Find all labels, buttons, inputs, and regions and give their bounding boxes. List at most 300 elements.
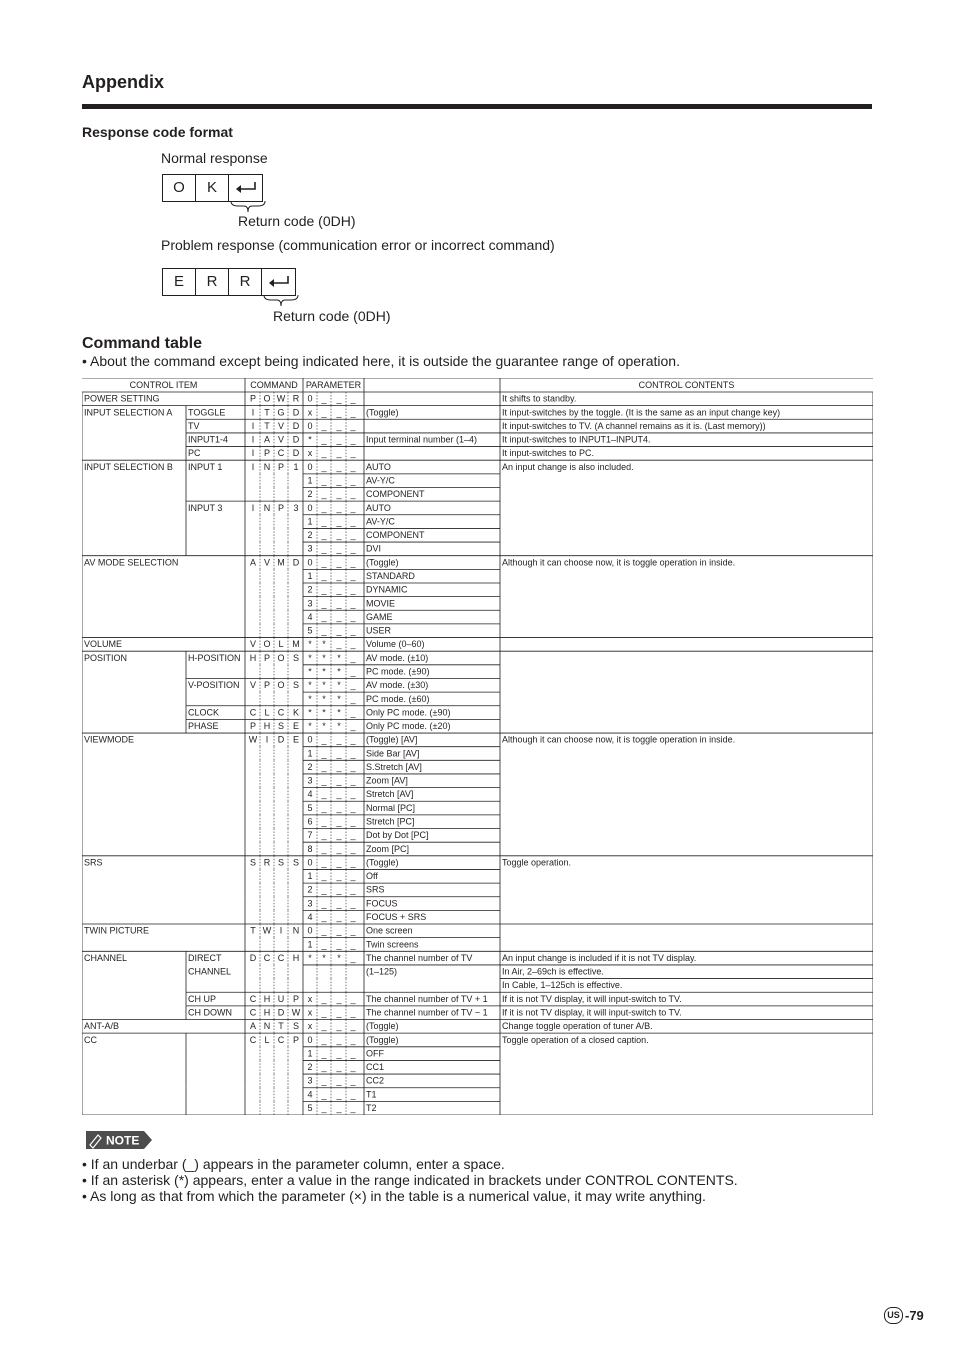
parameter-char: _ <box>350 625 356 636</box>
command-char: C <box>277 707 285 718</box>
parameter-char: _ <box>350 1021 356 1032</box>
parameter-char: 0 <box>307 461 313 472</box>
parameter-char: _ <box>321 857 327 868</box>
parameter-char: _ <box>321 898 327 909</box>
parameter-char: _ <box>321 448 327 459</box>
parameter-char: _ <box>321 1089 327 1100</box>
parameter-char: _ <box>350 761 356 772</box>
parameter-char: _ <box>350 407 356 418</box>
command-char: C <box>249 993 257 1004</box>
note-item: • If an underbar (_) appears in the parameter column, enter a space. <box>82 1156 505 1172</box>
command-char: V <box>263 557 271 568</box>
parameter-char: 1 <box>307 475 313 486</box>
command-char: H <box>263 1007 271 1018</box>
control-contents-cell: If it is not TV display, it will input-switch to TV. <box>502 993 682 1004</box>
parameter-char: 0 <box>307 557 313 568</box>
parameter-char: 2 <box>307 1062 313 1073</box>
command-char: N <box>263 461 271 472</box>
command-char: I <box>251 434 255 445</box>
parameter-char: 3 <box>307 898 313 909</box>
parameter-char: _ <box>321 420 327 431</box>
parameter-char: _ <box>350 1007 356 1018</box>
parameter-char: _ <box>336 448 342 459</box>
parameter-char: 3 <box>307 598 313 609</box>
parameter-char: 0 <box>307 502 313 513</box>
parameter-description-cell: AV mode. (±10) <box>366 652 429 663</box>
command-char: N <box>292 925 300 936</box>
parameter-char: _ <box>350 912 356 923</box>
command-char: D <box>292 557 300 568</box>
brace-icon <box>261 294 301 308</box>
parameter-char: * <box>322 680 326 691</box>
command-char: C <box>277 952 285 963</box>
parameter-description-cell: CC2 <box>366 1075 385 1086</box>
parameter-char: _ <box>350 1089 356 1100</box>
command-char: P <box>249 393 257 404</box>
parameter-char: 1 <box>307 748 313 759</box>
parameter-char: _ <box>336 1034 342 1045</box>
command-char: I <box>251 502 255 513</box>
command-char: T <box>278 1021 284 1032</box>
command-char: A <box>249 1021 257 1032</box>
command-char: M <box>277 557 285 568</box>
parameter-char: * <box>337 721 341 732</box>
parameter-char: * <box>308 721 312 732</box>
control-item-cell: CC <box>84 1034 97 1045</box>
parameter-char: 1 <box>307 871 313 882</box>
command-char: D <box>249 952 257 963</box>
parameter-char: _ <box>350 925 356 936</box>
parameter-description-cell: Volume (0–60) <box>366 639 425 650</box>
page-title: Appendix <box>82 72 165 92</box>
command-char: L <box>278 639 284 650</box>
parameter-char: _ <box>336 516 342 527</box>
parameter-char: _ <box>336 898 342 909</box>
parameter-char: _ <box>336 802 342 813</box>
control-contents-cell: Although it can choose now, it is toggle operation in inside. <box>502 557 736 568</box>
parameter-char: _ <box>350 1034 356 1045</box>
parameter-char: * <box>308 639 312 650</box>
command-char: W <box>248 734 258 745</box>
parameter-char: _ <box>336 639 342 650</box>
parameter-char: _ <box>321 543 327 554</box>
parameter-char: 0 <box>307 734 313 745</box>
parameter-char: _ <box>336 557 342 568</box>
control-contents-cell: Although it can choose now, it is toggle operation in inside. <box>502 734 736 745</box>
parameter-description-cell: Stretch [AV] <box>366 789 414 800</box>
control-contents-cell: It shifts to standby. <box>502 393 577 404</box>
parameter-char: _ <box>350 884 356 895</box>
parameter-char: * <box>308 952 312 963</box>
note-item: • As long as that from which the parameter (×) in the table is a numerical value, it may write anything. <box>82 1188 706 1204</box>
command-table-note: • About the command except being indicated here, it is outside the guarantee range of operation. <box>82 353 680 369</box>
parameter-char: 4 <box>307 789 313 800</box>
parameter-char: * <box>337 693 341 704</box>
command-char: W <box>262 925 272 936</box>
header-control-contents: CONTROL CONTENTS <box>638 380 735 390</box>
parameter-char: _ <box>336 1062 342 1073</box>
command-char: S <box>292 1021 300 1032</box>
parameter-char: _ <box>350 939 356 950</box>
command-char: I <box>265 734 269 745</box>
parameter-char: _ <box>350 993 356 1004</box>
command-char: N <box>263 502 271 513</box>
command-char: D <box>277 734 285 745</box>
parameter-char: _ <box>336 1048 342 1059</box>
parameter-char: _ <box>336 420 342 431</box>
command-char: W <box>276 393 286 404</box>
control-item-cell: POWER SETTING <box>84 393 160 404</box>
parameter-char: * <box>308 707 312 718</box>
parameter-char: _ <box>350 434 356 445</box>
command-char: M <box>292 639 300 650</box>
control-sub-item-cell: PC <box>188 448 201 459</box>
command-char: P <box>263 448 271 459</box>
parameter-char: _ <box>321 584 327 595</box>
parameter-char: _ <box>350 557 356 568</box>
parameter-char: _ <box>350 598 356 609</box>
parameter-description-cell: Only PC mode. (±20) <box>366 721 451 732</box>
note-item: • If an asterisk (*) appears, enter a value in the range indicated in brackets under CONTROL CONTENTS. <box>82 1172 738 1188</box>
parameter-char: _ <box>321 830 327 841</box>
command-char: L <box>264 1034 270 1045</box>
command-char: N <box>263 1021 271 1032</box>
command-char: R <box>292 393 300 404</box>
parameter-char: 1 <box>307 570 313 581</box>
parameter-char: 2 <box>307 530 313 541</box>
parameter-description-cell: S.Stretch [AV] <box>366 761 422 772</box>
parameter-description-cell: USER <box>366 625 392 636</box>
parameter-description-cell: Normal [PC] <box>366 802 416 813</box>
parameter-char: 2 <box>307 761 313 772</box>
control-sub-item-cell: TV <box>188 420 200 431</box>
control-sub-item-cell: INPUT 1 <box>188 461 223 472</box>
command-char: I <box>279 925 283 936</box>
parameter-char: 5 <box>307 802 313 813</box>
parameter-char: _ <box>336 434 342 445</box>
note-badge-label: NOTE <box>106 1133 140 1148</box>
parameter-char: _ <box>321 611 327 622</box>
parameter-description-cell: AV-Y/C <box>366 516 395 527</box>
parameter-char: _ <box>321 925 327 936</box>
parameter-char: 1 <box>307 939 313 950</box>
parameter-description-cell: DVI <box>366 543 382 554</box>
parameter-char: _ <box>350 1075 356 1086</box>
parameter-char: x <box>307 993 313 1004</box>
parameter-char: _ <box>321 1021 327 1032</box>
control-contents-cell: It input-switches to INPUT1–INPUT4. <box>502 434 651 445</box>
command-char: T <box>264 420 270 431</box>
parameter-char: _ <box>350 802 356 813</box>
parameter-description-cell: DYNAMIC <box>366 584 408 595</box>
parameter-description-cell: AUTO <box>366 461 391 472</box>
control-item-cell: ANT-A/B <box>84 1021 120 1032</box>
parameter-char: _ <box>350 489 356 500</box>
parameter-char: _ <box>336 543 342 554</box>
parameter-char: _ <box>350 707 356 718</box>
command-char: I <box>251 448 255 459</box>
parameter-char: _ <box>321 775 327 786</box>
parameter-char: 0 <box>307 925 313 936</box>
command-char: P <box>292 1034 300 1045</box>
parameter-char: 1 <box>307 516 313 527</box>
parameter-description-cell: (Toggle) <box>366 1021 399 1032</box>
parameter-char: _ <box>350 871 356 882</box>
control-sub-item-cell: CLOCK <box>188 707 220 718</box>
parameter-char: _ <box>321 1034 327 1045</box>
command-char: E <box>292 734 300 745</box>
command-char: O <box>277 652 285 663</box>
control-sub-item-cell: PHASE <box>188 721 219 732</box>
control-sub-item-cell: INPUT1-4 <box>188 434 229 445</box>
parameter-char: _ <box>350 680 356 691</box>
control-sub-item-cell: V-POSITION <box>188 680 240 691</box>
parameter-char: * <box>337 707 341 718</box>
parameter-char: _ <box>336 789 342 800</box>
parameter-description-cell: (Toggle) <box>366 557 399 568</box>
parameter-char: 6 <box>307 816 313 827</box>
control-contents-cell: An input change is also included. <box>502 461 634 472</box>
control-item-cell: SRS <box>84 857 103 868</box>
parameter-char: * <box>308 693 312 704</box>
control-sub-item-cell: H-POSITION <box>188 652 241 663</box>
parameter-char: 8 <box>307 843 313 854</box>
parameter-char: _ <box>350 420 356 431</box>
parameter-char: _ <box>350 393 356 404</box>
parameter-description-cell: Dot by Dot [PC] <box>366 830 429 841</box>
parameter-char: * <box>337 952 341 963</box>
parameter-char: 2 <box>307 884 313 895</box>
parameter-description-cell: (Toggle) <box>366 407 399 418</box>
command-char: S <box>292 652 300 663</box>
parameter-char: * <box>322 652 326 663</box>
command-char: A <box>249 557 257 568</box>
control-item-cell: VIEWMODE <box>84 734 135 745</box>
control-contents-cell: It input-switches to PC. <box>502 448 595 459</box>
parameter-char: _ <box>336 611 342 622</box>
command-char: U <box>277 993 285 1004</box>
char-cell: R <box>229 269 262 295</box>
parameter-char: _ <box>336 625 342 636</box>
parameter-char: _ <box>321 475 327 486</box>
parameter-char: _ <box>350 666 356 677</box>
parameter-description-cell: The channel number of TV <box>366 952 473 963</box>
parameter-char: _ <box>336 598 342 609</box>
parameter-char: _ <box>321 1007 327 1018</box>
parameter-description-cell: Twin screens <box>366 939 419 950</box>
header-command: COMMAND <box>250 380 298 390</box>
title-rule <box>82 104 872 109</box>
parameter-description-cell: (1–125) <box>366 966 398 977</box>
parameter-char: _ <box>350 734 356 745</box>
parameter-char: _ <box>350 570 356 581</box>
command-char: H <box>292 952 300 963</box>
command-char: P <box>249 721 257 732</box>
command-char: W <box>291 1007 301 1018</box>
command-char: V <box>277 420 285 431</box>
command-char: H <box>249 652 257 663</box>
parameter-char: _ <box>350 611 356 622</box>
parameter-char: _ <box>350 721 356 732</box>
parameter-char: _ <box>321 625 327 636</box>
parameter-description-cell: Zoom [PC] <box>366 843 410 854</box>
parameter-char: _ <box>321 434 327 445</box>
parameter-char: 2 <box>307 489 313 500</box>
command-char: D <box>292 420 300 431</box>
parameter-description-cell: One screen <box>366 925 413 936</box>
control-item-cell: TWIN PICTURE <box>84 925 149 936</box>
parameter-description-cell: (Toggle) [AV] <box>366 734 418 745</box>
control-item-cell: INPUT SELECTION A <box>84 407 173 418</box>
char-cell: E <box>163 269 196 295</box>
command-char: K <box>292 707 300 718</box>
parameter-char: 2 <box>307 584 313 595</box>
parameter-char: _ <box>336 1103 342 1113</box>
parameter-char: _ <box>336 407 342 418</box>
return-key-icon <box>229 175 262 201</box>
parameter-char: _ <box>350 857 356 868</box>
control-sub-item-cell: TOGGLE <box>188 407 226 418</box>
parameter-char: _ <box>350 898 356 909</box>
parameter-char: _ <box>336 871 342 882</box>
command-char: V <box>277 434 285 445</box>
parameter-description-cell: AUTO <box>366 502 391 513</box>
parameter-description-cell: (Toggle) <box>366 857 399 868</box>
command-char: P <box>263 652 271 663</box>
return-code-label: Return code (0DH) <box>238 213 356 229</box>
control-contents-cell: Toggle operation. <box>502 857 572 868</box>
command-char: H <box>263 721 271 732</box>
problem-response-box <box>162 268 296 296</box>
parameter-char: _ <box>321 516 327 527</box>
command-char: C <box>263 952 271 963</box>
command-char: T <box>250 925 256 936</box>
parameter-description-cell: Only PC mode. (±90) <box>366 707 451 718</box>
command-char: L <box>264 707 270 718</box>
parameter-char: _ <box>321 734 327 745</box>
command-char: V <box>249 680 257 691</box>
command-char: O <box>263 639 271 650</box>
control-contents-cell: It input-switches by the toggle. (It is the same as an input change key) <box>502 407 781 418</box>
parameter-char: _ <box>336 857 342 868</box>
parameter-char: 0 <box>307 420 313 431</box>
parameter-char: _ <box>321 407 327 418</box>
control-contents-cell: It input-switches to TV. (A channel remains as it is. (Last memory)) <box>502 420 766 431</box>
parameter-char: * <box>322 666 326 677</box>
parameter-char: _ <box>350 952 356 963</box>
parameter-char: _ <box>321 461 327 472</box>
parameter-description-cell: Side Bar [AV] <box>366 748 420 759</box>
parameter-description-cell: Input terminal number (1–4) <box>366 434 478 445</box>
parameter-char: _ <box>336 912 342 923</box>
command-char: C <box>249 707 257 718</box>
parameter-char: _ <box>350 639 356 650</box>
parameter-description-cell: GAME <box>366 611 393 622</box>
parameter-description-cell: AV mode. (±30) <box>366 680 429 691</box>
command-table-heading: Command table <box>82 335 203 352</box>
command-char: E <box>292 721 300 732</box>
command-char: D <box>292 407 300 418</box>
command-char: 3 <box>293 502 299 513</box>
command-char: S <box>277 721 285 732</box>
parameter-char: 5 <box>307 625 313 636</box>
command-char: O <box>277 680 285 691</box>
parameter-char: _ <box>336 1007 342 1018</box>
command-char: C <box>277 448 285 459</box>
parameter-char: _ <box>321 1103 327 1113</box>
parameter-char: _ <box>336 843 342 854</box>
parameter-char: _ <box>336 775 342 786</box>
parameter-char: * <box>322 707 326 718</box>
page-number-text: -79 <box>905 1308 924 1323</box>
parameter-char: x <box>307 1007 313 1018</box>
parameter-char: _ <box>321 993 327 1004</box>
parameter-char: x <box>307 1021 313 1032</box>
parameter-char: _ <box>321 843 327 854</box>
parameter-char: _ <box>336 570 342 581</box>
parameter-char: _ <box>321 502 327 513</box>
control-sub-item-cell: INPUT 3 <box>188 502 223 513</box>
parameter-char: x <box>307 448 313 459</box>
parameter-char: * <box>308 434 312 445</box>
parameter-char: _ <box>350 652 356 663</box>
parameter-char: * <box>308 680 312 691</box>
parameter-char: _ <box>321 912 327 923</box>
parameter-char: _ <box>336 830 342 841</box>
parameter-char: * <box>322 952 326 963</box>
control-contents-cell: Change toggle operation of tuner A/B. <box>502 1021 653 1032</box>
parameter-description-cell: Zoom [AV] <box>366 775 408 786</box>
command-char: S <box>292 857 300 868</box>
parameter-char: * <box>322 721 326 732</box>
command-table <box>82 378 873 1115</box>
parameter-description-cell: T2 <box>366 1103 377 1113</box>
normal-response-label: Normal response <box>161 150 268 166</box>
parameter-char: _ <box>336 884 342 895</box>
parameter-char: _ <box>321 489 327 500</box>
command-char: C <box>249 1007 257 1018</box>
parameter-char: 5 <box>307 1103 313 1113</box>
command-char: R <box>263 857 271 868</box>
command-char: O <box>263 393 271 404</box>
parameter-description-cell: CC1 <box>366 1062 385 1073</box>
parameter-description-cell: PC mode. (±60) <box>366 693 430 704</box>
parameter-char: _ <box>336 939 342 950</box>
parameter-char: _ <box>350 516 356 527</box>
parameter-char: _ <box>350 502 356 513</box>
parameter-char: _ <box>321 748 327 759</box>
parameter-char: _ <box>350 789 356 800</box>
char-cell: O <box>163 175 196 201</box>
parameter-description-cell: The channel number of TV + 1 <box>366 993 488 1004</box>
parameter-char: 7 <box>307 830 313 841</box>
command-char: P <box>263 680 271 691</box>
parameter-char: _ <box>350 448 356 459</box>
parameter-char: _ <box>336 761 342 772</box>
parameter-char: 1 <box>307 1048 313 1059</box>
parameter-char: _ <box>350 748 356 759</box>
parameter-char: _ <box>336 502 342 513</box>
parameter-char: _ <box>336 475 342 486</box>
problem-response-label: Problem response (communication error or incorrect command) <box>161 237 555 253</box>
control-sub-item-cell: CHANNEL <box>188 966 232 977</box>
control-contents-cell: An input change is included if it is not TV display. <box>502 952 697 963</box>
parameter-char: _ <box>350 1062 356 1073</box>
parameter-char: _ <box>321 557 327 568</box>
parameter-char: * <box>337 666 341 677</box>
parameter-char: _ <box>336 748 342 759</box>
control-item-cell: INPUT SELECTION B <box>84 461 173 472</box>
